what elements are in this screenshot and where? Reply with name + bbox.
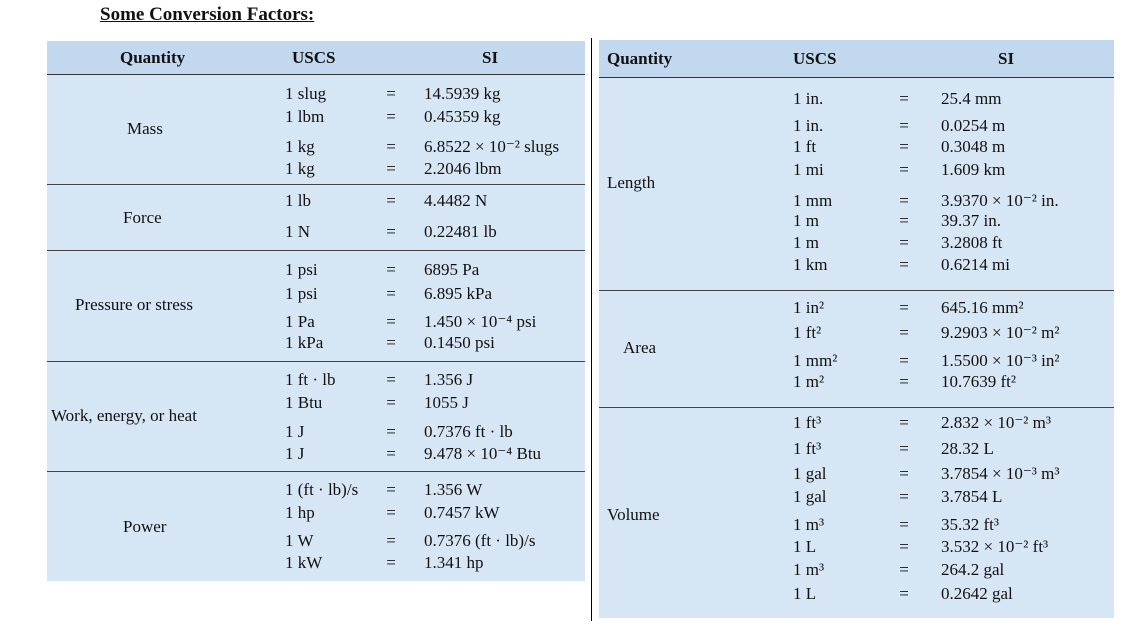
si-value: 0.2642 gal [941, 584, 1013, 603]
conversion-row [47, 333, 585, 353]
column-divider [591, 38, 592, 621]
si-value: 0.22481 lb [424, 222, 497, 241]
equals-sign: = [386, 222, 396, 241]
uscs-value: 1 ft³ [793, 439, 822, 458]
quantity-label: Force [123, 208, 162, 227]
uscs-value: 1 ft [793, 137, 817, 156]
uscs-value: 1 kW [285, 553, 323, 572]
conversion-row [47, 422, 585, 442]
uscs-value: 1 mi [793, 160, 824, 179]
equals-sign: = [899, 515, 909, 534]
si-value: 0.45359 kg [424, 107, 501, 126]
conversion-row [599, 372, 1114, 392]
equals-sign: = [899, 298, 909, 317]
uscs-value: 1 L [793, 584, 817, 603]
conversion-row [47, 222, 585, 242]
uscs-header: USCS [793, 49, 837, 68]
group-separator [599, 290, 1114, 291]
si-value: 10.7639 ft² [941, 372, 1016, 391]
equals-sign: = [899, 89, 909, 108]
uscs-value: 1 ft² [793, 323, 822, 342]
si-value: 9.2903 × 10⁻² m² [941, 323, 1060, 342]
si-value: 1.356 W [424, 480, 483, 499]
group-separator [47, 184, 585, 185]
conversion-row [47, 503, 585, 523]
table-header [599, 40, 1114, 78]
group-separator [47, 471, 585, 472]
uscs-value: 1 km [793, 255, 828, 274]
equals-sign: = [899, 160, 909, 179]
conversion-row [47, 312, 585, 332]
si-value: 39.37 in. [941, 211, 1001, 230]
si-value: 25.4 mm [941, 89, 1002, 108]
conversion-row [599, 137, 1114, 157]
equals-sign: = [899, 116, 909, 135]
quantity-header: Quantity [607, 49, 673, 68]
uscs-value: 1 m [793, 211, 819, 230]
si-value: 2.2046 lbm [424, 159, 502, 178]
conversion-row [599, 116, 1114, 136]
si-value: 0.7376 ft · lb [424, 422, 513, 441]
group-separator [47, 361, 585, 362]
equals-sign: = [899, 323, 909, 342]
equals-sign: = [899, 191, 909, 210]
uscs-value: 1 W [285, 531, 314, 550]
uscs-value: 1 m³ [793, 560, 825, 579]
conversion-row [599, 323, 1114, 343]
si-value: 6.8522 × 10⁻² slugs [424, 137, 560, 156]
conversion-row [47, 107, 585, 127]
equals-sign: = [386, 422, 396, 441]
si-value: 1.341 hp [424, 553, 484, 572]
si-value: 3.532 × 10⁻² ft³ [941, 537, 1049, 556]
si-value: 0.3048 m [941, 137, 1006, 156]
equals-sign: = [386, 444, 396, 463]
si-value: 1055 J [424, 393, 469, 412]
uscs-value: 1 gal [793, 464, 827, 483]
equals-sign: = [899, 233, 909, 252]
si-value: 0.0254 m [941, 116, 1006, 135]
quantity-label: Work, energy, or heat [51, 406, 197, 425]
left-conversion-table [47, 41, 585, 581]
si-value: 4.4482 N [424, 191, 488, 210]
uscs-value: 1 lb [285, 191, 311, 210]
conversion-row [47, 191, 585, 211]
equals-sign: = [386, 191, 396, 210]
uscs-value: 1 mm² [793, 351, 838, 370]
si-value: 1.609 km [941, 160, 1006, 179]
uscs-value: 1 in. [793, 116, 824, 135]
conversion-row [47, 531, 585, 551]
equals-sign: = [386, 333, 396, 352]
uscs-value: 1 kg [285, 159, 315, 178]
si-value: 645.16 mm² [941, 298, 1024, 317]
uscs-value: 1 mm [793, 191, 833, 210]
si-value: 9.478 × 10⁻⁴ Btu [424, 444, 542, 463]
conversion-row [47, 480, 585, 500]
uscs-value: 1 psi [285, 284, 318, 303]
si-value: 3.7854 × 10⁻³ m³ [941, 464, 1060, 483]
equals-sign: = [899, 439, 909, 458]
si-header: SI [998, 49, 1015, 68]
equals-sign: = [899, 255, 909, 274]
uscs-value: 1 Btu [285, 393, 323, 412]
conversion-row [599, 351, 1114, 371]
si-value: 1.5500 × 10⁻³ in² [941, 351, 1060, 370]
equals-sign: = [899, 464, 909, 483]
uscs-value: 1 slug [285, 84, 327, 103]
uscs-value: 1 hp [285, 503, 315, 522]
uscs-value: 1 J [285, 444, 305, 463]
conversion-row [599, 413, 1114, 433]
si-value: 6.895 kPa [424, 284, 492, 303]
equals-sign: = [386, 137, 396, 156]
conversion-row [47, 444, 585, 464]
equals-sign: = [386, 503, 396, 522]
si-value: 264.2 gal [941, 560, 1005, 579]
conversion-row [47, 370, 585, 390]
equals-sign: = [386, 260, 396, 279]
table-header [47, 41, 585, 75]
uscs-value: 1 m³ [793, 515, 825, 534]
conversion-row [599, 537, 1114, 557]
right-conversion-table [599, 40, 1114, 618]
equals-sign: = [899, 537, 909, 556]
uscs-header: USCS [292, 48, 336, 67]
conversion-row [599, 298, 1114, 318]
uscs-value: 1 Pa [285, 312, 315, 331]
conversion-row [47, 84, 585, 104]
equals-sign: = [899, 372, 909, 391]
equals-sign: = [386, 107, 396, 126]
equals-sign: = [899, 413, 909, 432]
conversion-row [47, 159, 585, 179]
si-value: 1.356 J [424, 370, 474, 389]
equals-sign: = [386, 159, 396, 178]
equals-sign: = [386, 312, 396, 331]
uscs-value: 1 (ft · lb)/s [285, 480, 359, 499]
equals-sign: = [899, 584, 909, 603]
si-value: 0.7376 (ft · lb)/s [424, 531, 536, 550]
si-value: 0.1450 psi [424, 333, 495, 352]
conversion-row [599, 191, 1114, 211]
conversion-row [599, 89, 1114, 109]
conversion-row [599, 439, 1114, 459]
equals-sign: = [386, 284, 396, 303]
si-value: 0.6214 mi [941, 255, 1010, 274]
quantity-label: Volume [607, 505, 660, 524]
si-value: 3.9370 × 10⁻² in. [941, 191, 1059, 210]
conversion-row [599, 487, 1114, 507]
si-value: 0.7457 kW [424, 503, 500, 522]
uscs-value: 1 ft³ [793, 413, 822, 432]
quantity-label: Power [123, 517, 167, 536]
equals-sign: = [899, 211, 909, 230]
si-value: 1.450 × 10⁻⁴ psi [424, 312, 537, 331]
equals-sign: = [386, 84, 396, 103]
conversion-row [47, 137, 585, 157]
si-value: 14.5939 kg [424, 84, 501, 103]
conversion-row [599, 515, 1114, 535]
equals-sign: = [899, 137, 909, 156]
uscs-value: 1 ft · lb [285, 370, 336, 389]
quantity-label: Length [607, 173, 656, 192]
conversion-row [599, 464, 1114, 484]
equals-sign: = [899, 487, 909, 506]
si-value: 35.32 ft³ [941, 515, 999, 534]
uscs-value: 1 kg [285, 137, 315, 156]
equals-sign: = [386, 480, 396, 499]
equals-sign: = [386, 370, 396, 389]
uscs-value: 1 N [285, 222, 311, 241]
equals-sign: = [386, 531, 396, 550]
conversion-row [599, 211, 1114, 231]
group-separator [47, 250, 585, 251]
page-title: Some Conversion Factors: [100, 4, 315, 25]
quantity-label: Mass [127, 119, 163, 138]
quantity-label: Area [623, 338, 657, 357]
conversion-row [599, 560, 1114, 580]
conversion-row [47, 393, 585, 413]
uscs-value: 1 J [285, 422, 305, 441]
uscs-value: 1 L [793, 537, 817, 556]
uscs-value: 1 in. [793, 89, 824, 108]
conversion-row [599, 255, 1114, 275]
quantity-header: Quantity [120, 48, 186, 67]
si-value: 28.32 L [941, 439, 994, 458]
conversion-row [599, 233, 1114, 253]
si-header: SI [482, 48, 499, 67]
uscs-value: 1 psi [285, 260, 318, 279]
equals-sign: = [899, 351, 909, 370]
conversion-row [47, 260, 585, 280]
conversion-row [47, 284, 585, 304]
si-value: 2.832 × 10⁻² m³ [941, 413, 1051, 432]
uscs-value: 1 lbm [285, 107, 325, 126]
uscs-value: 1 m² [793, 372, 825, 391]
uscs-value: 1 gal [793, 487, 827, 506]
group-separator [599, 407, 1114, 408]
quantity-label: Pressure or stress [75, 295, 194, 314]
conversion-row [599, 584, 1114, 604]
equals-sign: = [386, 393, 396, 412]
equals-sign: = [899, 560, 909, 579]
uscs-value: 1 in² [793, 298, 825, 317]
uscs-value: 1 kPa [285, 333, 324, 352]
si-value: 6895 Pa [424, 260, 480, 279]
conversion-row [47, 553, 585, 573]
si-value: 3.2808 ft [941, 233, 1003, 252]
conversion-row [599, 160, 1114, 180]
equals-sign: = [386, 553, 396, 572]
si-value: 3.7854 L [941, 487, 1003, 506]
uscs-value: 1 m [793, 233, 819, 252]
